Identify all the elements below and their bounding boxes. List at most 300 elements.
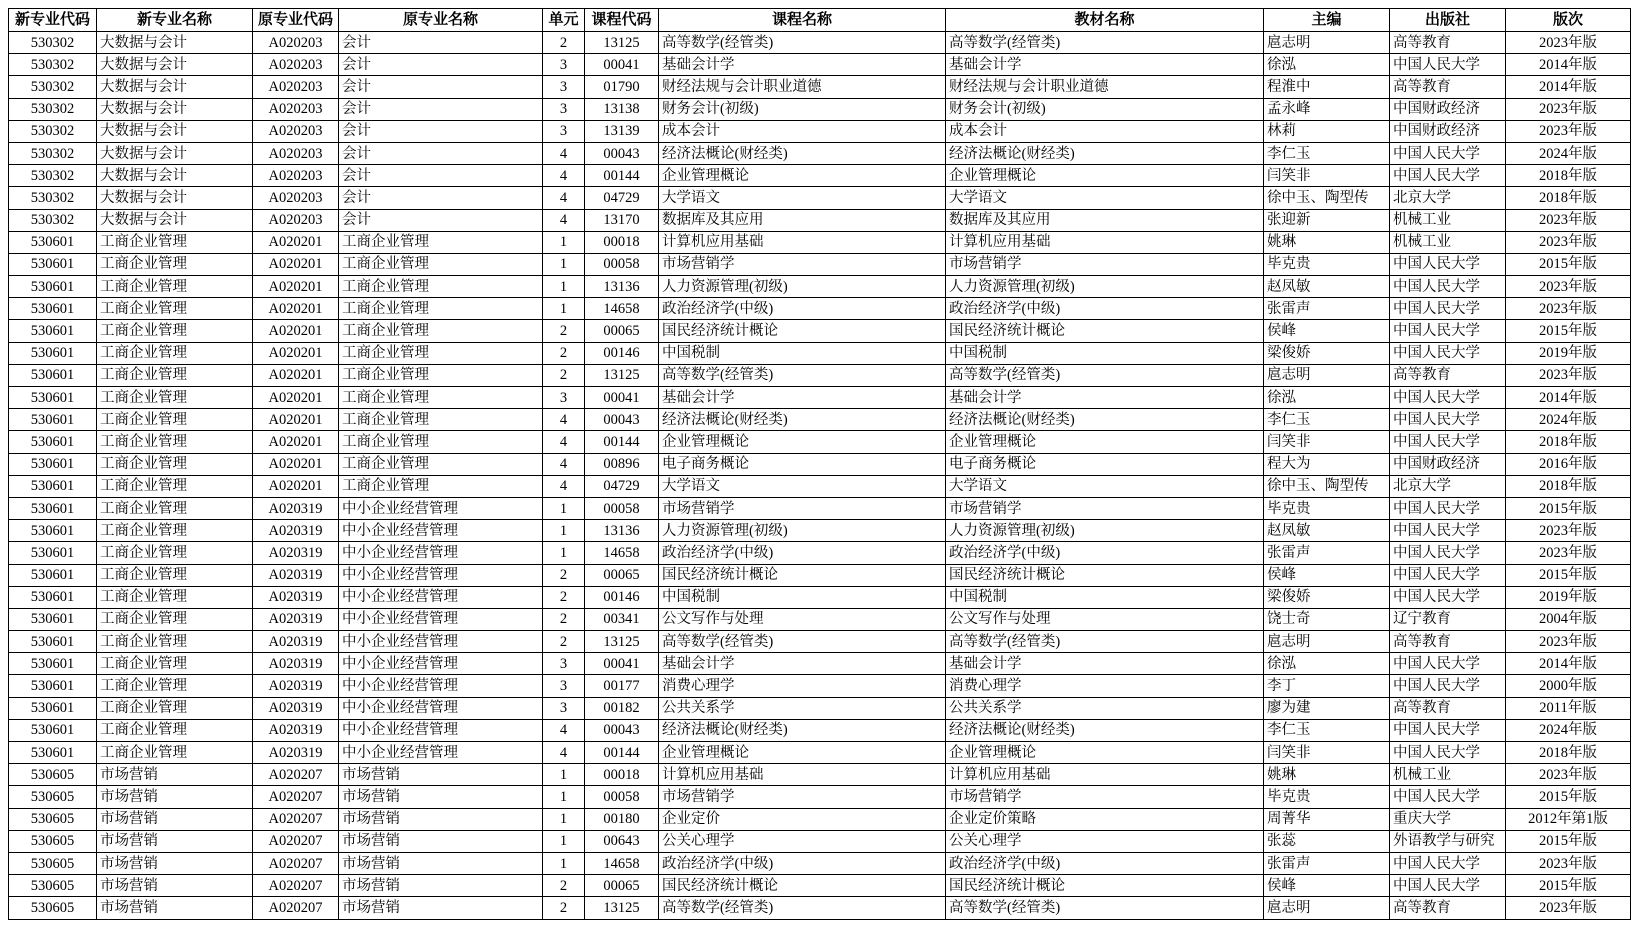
cell-unit: 4 bbox=[543, 719, 585, 741]
cell-editor: 梁俊娇 bbox=[1264, 342, 1390, 364]
cell-publisher: 中国人民大学 bbox=[1390, 542, 1506, 564]
cell-unit: 3 bbox=[543, 120, 585, 142]
cell-unit: 4 bbox=[543, 142, 585, 164]
table-row bbox=[9, 830, 1631, 852]
cell-course-name: 基础会计学 bbox=[659, 387, 946, 409]
header-new-major-code: 新专业代码 bbox=[9, 9, 97, 32]
cell-editor: 毕克贵 bbox=[1264, 497, 1390, 519]
header-publisher: 出版社 bbox=[1390, 9, 1506, 32]
cell-old-major-name: 工商企业管理 bbox=[339, 231, 543, 253]
cell-new-major-code: 530601 bbox=[9, 520, 97, 542]
cell-editor: 廖为建 bbox=[1264, 697, 1390, 719]
cell-publisher: 中国人民大学 bbox=[1390, 520, 1506, 542]
table-row bbox=[9, 342, 1631, 364]
cell-new-major-name: 工商企业管理 bbox=[97, 631, 253, 653]
cell-course-code: 13136 bbox=[585, 276, 659, 298]
cell-new-major-code: 530302 bbox=[9, 120, 97, 142]
cell-course-name: 高等数学(经管类) bbox=[659, 32, 946, 54]
table-row bbox=[9, 364, 1631, 386]
table-row bbox=[9, 276, 1631, 298]
cell-old-major-code: A020319 bbox=[253, 608, 339, 630]
cell-old-major-code: A020207 bbox=[253, 830, 339, 852]
cell-textbook-name: 计算机应用基础 bbox=[946, 764, 1264, 786]
cell-textbook-name: 国民经济统计概论 bbox=[946, 320, 1264, 342]
cell-new-major-code: 530601 bbox=[9, 697, 97, 719]
cell-edition: 2015年版 bbox=[1506, 830, 1631, 852]
cell-old-major-code: A020319 bbox=[253, 742, 339, 764]
cell-course-name: 人力资源管理(初级) bbox=[659, 276, 946, 298]
cell-editor: 徐泓 bbox=[1264, 387, 1390, 409]
cell-new-major-code: 530601 bbox=[9, 542, 97, 564]
cell-unit: 4 bbox=[543, 165, 585, 187]
cell-old-major-name: 市场营销 bbox=[339, 830, 543, 852]
cell-old-major-code: A020201 bbox=[253, 431, 339, 453]
table-row bbox=[9, 808, 1631, 830]
cell-edition: 2015年版 bbox=[1506, 564, 1631, 586]
cell-course-name: 成本会计 bbox=[659, 120, 946, 142]
cell-new-major-name: 工商企业管理 bbox=[97, 520, 253, 542]
cell-course-code: 14658 bbox=[585, 542, 659, 564]
cell-editor: 扈志明 bbox=[1264, 32, 1390, 54]
cell-old-major-code: A020319 bbox=[253, 586, 339, 608]
cell-edition: 2014年版 bbox=[1506, 76, 1631, 98]
cell-textbook-name: 高等数学(经管类) bbox=[946, 364, 1264, 386]
cell-course-code: 00043 bbox=[585, 719, 659, 741]
cell-textbook-name: 计算机应用基础 bbox=[946, 231, 1264, 253]
cell-editor: 侯峰 bbox=[1264, 320, 1390, 342]
table-row bbox=[9, 653, 1631, 675]
cell-course-code: 00144 bbox=[585, 431, 659, 453]
cell-edition: 2014年版 bbox=[1506, 387, 1631, 409]
cell-course-code: 00043 bbox=[585, 142, 659, 164]
cell-unit: 4 bbox=[543, 187, 585, 209]
cell-old-major-code: A020201 bbox=[253, 453, 339, 475]
cell-unit: 1 bbox=[543, 520, 585, 542]
cell-course-name: 企业管理概论 bbox=[659, 742, 946, 764]
table-row bbox=[9, 608, 1631, 630]
cell-course-code: 00058 bbox=[585, 497, 659, 519]
cell-unit: 4 bbox=[543, 409, 585, 431]
cell-old-major-name: 会计 bbox=[339, 209, 543, 231]
cell-old-major-name: 会计 bbox=[339, 98, 543, 120]
cell-course-name: 国民经济统计概论 bbox=[659, 564, 946, 586]
cell-new-major-name: 大数据与会计 bbox=[97, 120, 253, 142]
cell-unit: 1 bbox=[543, 542, 585, 564]
cell-new-major-code: 530302 bbox=[9, 142, 97, 164]
cell-textbook-name: 大学语文 bbox=[946, 475, 1264, 497]
cell-new-major-code: 530601 bbox=[9, 675, 97, 697]
cell-old-major-code: A020203 bbox=[253, 54, 339, 76]
cell-edition: 2004年版 bbox=[1506, 608, 1631, 630]
cell-textbook-name: 市场营销学 bbox=[946, 497, 1264, 519]
cell-new-major-code: 530601 bbox=[9, 320, 97, 342]
cell-edition: 2018年版 bbox=[1506, 165, 1631, 187]
table-row bbox=[9, 142, 1631, 164]
cell-textbook-name: 消费心理学 bbox=[946, 675, 1264, 697]
cell-course-name: 基础会计学 bbox=[659, 653, 946, 675]
cell-course-code: 00146 bbox=[585, 342, 659, 364]
cell-unit: 3 bbox=[543, 387, 585, 409]
cell-publisher: 中国人民大学 bbox=[1390, 742, 1506, 764]
cell-editor: 程大为 bbox=[1264, 453, 1390, 475]
cell-edition: 2023年版 bbox=[1506, 852, 1631, 874]
table-row bbox=[9, 253, 1631, 275]
cell-textbook-name: 成本会计 bbox=[946, 120, 1264, 142]
cell-course-code: 00043 bbox=[585, 409, 659, 431]
cell-textbook-name: 基础会计学 bbox=[946, 54, 1264, 76]
cell-old-major-name: 会计 bbox=[339, 187, 543, 209]
cell-old-major-name: 市场营销 bbox=[339, 897, 543, 919]
cell-editor: 姚琳 bbox=[1264, 231, 1390, 253]
cell-edition: 2014年版 bbox=[1506, 653, 1631, 675]
cell-new-major-code: 530601 bbox=[9, 564, 97, 586]
cell-old-major-code: A020201 bbox=[253, 342, 339, 364]
cell-old-major-name: 市场营销 bbox=[339, 764, 543, 786]
cell-editor: 徐泓 bbox=[1264, 653, 1390, 675]
cell-editor: 闫笑非 bbox=[1264, 742, 1390, 764]
cell-editor: 赵凤敏 bbox=[1264, 520, 1390, 542]
cell-unit: 1 bbox=[543, 276, 585, 298]
cell-new-major-code: 530302 bbox=[9, 165, 97, 187]
textbook-table-sheet bbox=[8, 8, 1630, 920]
cell-course-name: 市场营销学 bbox=[659, 497, 946, 519]
cell-old-major-code: A020207 bbox=[253, 875, 339, 897]
cell-old-major-name: 工商企业管理 bbox=[339, 409, 543, 431]
cell-editor: 张蕊 bbox=[1264, 830, 1390, 852]
header-old-major-name: 原专业名称 bbox=[339, 9, 543, 32]
cell-edition: 2023年版 bbox=[1506, 520, 1631, 542]
cell-publisher: 中国人民大学 bbox=[1390, 342, 1506, 364]
cell-unit: 2 bbox=[543, 364, 585, 386]
cell-edition: 2018年版 bbox=[1506, 475, 1631, 497]
cell-new-major-name: 市场营销 bbox=[97, 808, 253, 830]
cell-edition: 2023年版 bbox=[1506, 209, 1631, 231]
cell-edition: 2023年版 bbox=[1506, 276, 1631, 298]
cell-edition: 2011年版 bbox=[1506, 697, 1631, 719]
cell-new-major-name: 大数据与会计 bbox=[97, 54, 253, 76]
cell-course-code: 00182 bbox=[585, 697, 659, 719]
header-course-name: 课程名称 bbox=[659, 9, 946, 32]
cell-old-major-name: 会计 bbox=[339, 120, 543, 142]
cell-course-name: 消费心理学 bbox=[659, 675, 946, 697]
header-edition: 版次 bbox=[1506, 9, 1631, 32]
table-row bbox=[9, 165, 1631, 187]
cell-new-major-name: 市场营销 bbox=[97, 786, 253, 808]
cell-new-major-code: 530605 bbox=[9, 830, 97, 852]
cell-course-name: 企业管理概论 bbox=[659, 431, 946, 453]
cell-new-major-name: 大数据与会计 bbox=[97, 209, 253, 231]
table-row bbox=[9, 542, 1631, 564]
cell-publisher: 中国人民大学 bbox=[1390, 142, 1506, 164]
cell-new-major-name: 大数据与会计 bbox=[97, 142, 253, 164]
cell-course-code: 14658 bbox=[585, 298, 659, 320]
cell-course-name: 政治经济学(中级) bbox=[659, 298, 946, 320]
cell-textbook-name: 基础会计学 bbox=[946, 653, 1264, 675]
table-row bbox=[9, 697, 1631, 719]
table-row bbox=[9, 32, 1631, 54]
cell-old-major-code: A020203 bbox=[253, 209, 339, 231]
cell-new-major-code: 530601 bbox=[9, 719, 97, 741]
cell-course-name: 数据库及其应用 bbox=[659, 209, 946, 231]
cell-old-major-code: A020319 bbox=[253, 675, 339, 697]
cell-textbook-name: 高等数学(经管类) bbox=[946, 897, 1264, 919]
cell-new-major-code: 530601 bbox=[9, 431, 97, 453]
cell-old-major-code: A020203 bbox=[253, 76, 339, 98]
cell-new-major-code: 530605 bbox=[9, 808, 97, 830]
cell-edition: 2023年版 bbox=[1506, 98, 1631, 120]
cell-course-code: 00058 bbox=[585, 786, 659, 808]
cell-old-major-code: A020207 bbox=[253, 786, 339, 808]
cell-publisher: 重庆大学 bbox=[1390, 808, 1506, 830]
cell-unit: 3 bbox=[543, 76, 585, 98]
cell-old-major-code: A020207 bbox=[253, 808, 339, 830]
cell-old-major-name: 中小企业经营管理 bbox=[339, 675, 543, 697]
cell-publisher: 高等教育 bbox=[1390, 697, 1506, 719]
cell-publisher: 中国人民大学 bbox=[1390, 165, 1506, 187]
cell-publisher: 中国人民大学 bbox=[1390, 653, 1506, 675]
cell-new-major-name: 工商企业管理 bbox=[97, 608, 253, 630]
table-row bbox=[9, 631, 1631, 653]
cell-new-major-name: 工商企业管理 bbox=[97, 231, 253, 253]
cell-publisher: 中国人民大学 bbox=[1390, 719, 1506, 741]
cell-new-major-name: 工商企业管理 bbox=[97, 542, 253, 564]
cell-unit: 1 bbox=[543, 830, 585, 852]
cell-unit: 2 bbox=[543, 342, 585, 364]
cell-edition: 2023年版 bbox=[1506, 32, 1631, 54]
cell-publisher: 北京大学 bbox=[1390, 187, 1506, 209]
cell-unit: 2 bbox=[543, 586, 585, 608]
cell-textbook-name: 数据库及其应用 bbox=[946, 209, 1264, 231]
cell-new-major-code: 530302 bbox=[9, 76, 97, 98]
cell-new-major-code: 530605 bbox=[9, 897, 97, 919]
header-editor: 主编 bbox=[1264, 9, 1390, 32]
cell-textbook-name: 高等数学(经管类) bbox=[946, 631, 1264, 653]
cell-old-major-name: 工商企业管理 bbox=[339, 298, 543, 320]
header-old-major-code: 原专业代码 bbox=[253, 9, 339, 32]
cell-editor: 梁俊娇 bbox=[1264, 586, 1390, 608]
cell-publisher: 机械工业 bbox=[1390, 209, 1506, 231]
cell-old-major-code: A020203 bbox=[253, 187, 339, 209]
cell-course-code: 00341 bbox=[585, 608, 659, 630]
cell-course-code: 00180 bbox=[585, 808, 659, 830]
cell-old-major-name: 工商企业管理 bbox=[339, 276, 543, 298]
cell-course-name: 中国税制 bbox=[659, 342, 946, 364]
cell-textbook-name: 财务会计(初级) bbox=[946, 98, 1264, 120]
cell-new-major-name: 大数据与会计 bbox=[97, 165, 253, 187]
cell-editor: 徐中玉、陶型传 bbox=[1264, 187, 1390, 209]
cell-course-code: 00058 bbox=[585, 253, 659, 275]
cell-unit: 4 bbox=[543, 209, 585, 231]
table-row bbox=[9, 875, 1631, 897]
cell-old-major-name: 会计 bbox=[339, 32, 543, 54]
cell-course-name: 公共关系学 bbox=[659, 697, 946, 719]
cell-course-name: 政治经济学(中级) bbox=[659, 542, 946, 564]
cell-textbook-name: 公关心理学 bbox=[946, 830, 1264, 852]
cell-new-major-name: 工商企业管理 bbox=[97, 719, 253, 741]
cell-course-name: 电子商务概论 bbox=[659, 453, 946, 475]
cell-publisher: 中国人民大学 bbox=[1390, 431, 1506, 453]
cell-textbook-name: 经济法概论(财经类) bbox=[946, 142, 1264, 164]
cell-edition: 2012年第1版 bbox=[1506, 808, 1631, 830]
cell-textbook-name: 电子商务概论 bbox=[946, 453, 1264, 475]
cell-course-code: 00177 bbox=[585, 675, 659, 697]
cell-old-major-name: 工商企业管理 bbox=[339, 453, 543, 475]
cell-course-code: 00146 bbox=[585, 586, 659, 608]
cell-editor: 扈志明 bbox=[1264, 364, 1390, 386]
cell-unit: 1 bbox=[543, 298, 585, 320]
cell-old-major-code: A020203 bbox=[253, 32, 339, 54]
table-row bbox=[9, 520, 1631, 542]
cell-new-major-name: 工商企业管理 bbox=[97, 564, 253, 586]
cell-edition: 2015年版 bbox=[1506, 253, 1631, 275]
table-row bbox=[9, 76, 1631, 98]
cell-edition: 2023年版 bbox=[1506, 542, 1631, 564]
cell-publisher: 中国人民大学 bbox=[1390, 852, 1506, 874]
cell-new-major-code: 530601 bbox=[9, 742, 97, 764]
cell-new-major-name: 大数据与会计 bbox=[97, 76, 253, 98]
cell-unit: 4 bbox=[543, 453, 585, 475]
table-row bbox=[9, 475, 1631, 497]
cell-course-name: 国民经济统计概论 bbox=[659, 875, 946, 897]
cell-old-major-name: 工商企业管理 bbox=[339, 253, 543, 275]
cell-publisher: 机械工业 bbox=[1390, 231, 1506, 253]
cell-editor: 李仁玉 bbox=[1264, 142, 1390, 164]
cell-new-major-name: 工商企业管理 bbox=[97, 586, 253, 608]
cell-new-major-code: 530302 bbox=[9, 54, 97, 76]
cell-unit: 2 bbox=[543, 608, 585, 630]
cell-course-code: 00018 bbox=[585, 764, 659, 786]
cell-course-code: 13125 bbox=[585, 897, 659, 919]
cell-new-major-name: 大数据与会计 bbox=[97, 187, 253, 209]
cell-unit: 2 bbox=[543, 897, 585, 919]
cell-new-major-name: 大数据与会计 bbox=[97, 98, 253, 120]
cell-edition: 2024年版 bbox=[1506, 719, 1631, 741]
cell-edition: 2023年版 bbox=[1506, 120, 1631, 142]
cell-old-major-code: A020319 bbox=[253, 653, 339, 675]
cell-textbook-name: 市场营销学 bbox=[946, 253, 1264, 275]
cell-course-code: 00041 bbox=[585, 653, 659, 675]
cell-old-major-code: A020203 bbox=[253, 98, 339, 120]
cell-textbook-name: 政治经济学(中级) bbox=[946, 852, 1264, 874]
cell-old-major-name: 工商企业管理 bbox=[339, 431, 543, 453]
table-row bbox=[9, 387, 1631, 409]
table-row bbox=[9, 231, 1631, 253]
cell-new-major-code: 530605 bbox=[9, 786, 97, 808]
cell-old-major-code: A020207 bbox=[253, 897, 339, 919]
table-row bbox=[9, 742, 1631, 764]
cell-course-name: 计算机应用基础 bbox=[659, 764, 946, 786]
cell-textbook-name: 政治经济学(中级) bbox=[946, 298, 1264, 320]
cell-old-major-code: A020201 bbox=[253, 320, 339, 342]
cell-old-major-name: 中小企业经营管理 bbox=[339, 697, 543, 719]
cell-new-major-code: 530302 bbox=[9, 187, 97, 209]
cell-unit: 1 bbox=[543, 852, 585, 874]
cell-edition: 2023年版 bbox=[1506, 631, 1631, 653]
cell-course-code: 13125 bbox=[585, 631, 659, 653]
cell-old-major-name: 中小企业经营管理 bbox=[339, 542, 543, 564]
cell-editor: 扈志明 bbox=[1264, 897, 1390, 919]
cell-textbook-name: 中国税制 bbox=[946, 342, 1264, 364]
cell-publisher: 外语教学与研究 bbox=[1390, 830, 1506, 852]
cell-unit: 1 bbox=[543, 764, 585, 786]
cell-new-major-code: 530601 bbox=[9, 586, 97, 608]
cell-course-code: 14658 bbox=[585, 852, 659, 874]
cell-editor: 林莉 bbox=[1264, 120, 1390, 142]
cell-course-name: 政治经济学(中级) bbox=[659, 852, 946, 874]
cell-old-major-name: 工商企业管理 bbox=[339, 364, 543, 386]
cell-edition: 2015年版 bbox=[1506, 875, 1631, 897]
cell-course-name: 经济法概论(财经类) bbox=[659, 719, 946, 741]
cell-publisher: 中国人民大学 bbox=[1390, 497, 1506, 519]
table-row bbox=[9, 564, 1631, 586]
cell-editor: 侯峰 bbox=[1264, 875, 1390, 897]
cell-editor: 徐泓 bbox=[1264, 54, 1390, 76]
cell-textbook-name: 大学语文 bbox=[946, 187, 1264, 209]
cell-textbook-name: 企业定价策略 bbox=[946, 808, 1264, 830]
table-row bbox=[9, 320, 1631, 342]
cell-unit: 2 bbox=[543, 564, 585, 586]
table-row bbox=[9, 187, 1631, 209]
cell-publisher: 中国人民大学 bbox=[1390, 298, 1506, 320]
cell-edition: 2023年版 bbox=[1506, 764, 1631, 786]
cell-edition: 2015年版 bbox=[1506, 786, 1631, 808]
cell-course-code: 00065 bbox=[585, 564, 659, 586]
cell-publisher: 中国财政经济 bbox=[1390, 120, 1506, 142]
cell-editor: 张迎新 bbox=[1264, 209, 1390, 231]
table-row bbox=[9, 897, 1631, 919]
cell-course-name: 公文写作与处理 bbox=[659, 608, 946, 630]
cell-editor: 赵凤敏 bbox=[1264, 276, 1390, 298]
table-row bbox=[9, 54, 1631, 76]
header-new-major-name: 新专业名称 bbox=[97, 9, 253, 32]
table-row bbox=[9, 786, 1631, 808]
cell-edition: 2000年版 bbox=[1506, 675, 1631, 697]
cell-editor: 李仁玉 bbox=[1264, 719, 1390, 741]
cell-unit: 3 bbox=[543, 697, 585, 719]
cell-old-major-code: A020201 bbox=[253, 409, 339, 431]
cell-editor: 张雷声 bbox=[1264, 852, 1390, 874]
cell-edition: 2015年版 bbox=[1506, 320, 1631, 342]
cell-new-major-name: 工商企业管理 bbox=[97, 409, 253, 431]
cell-editor: 闫笑非 bbox=[1264, 165, 1390, 187]
cell-old-major-code: A020203 bbox=[253, 142, 339, 164]
cell-old-major-code: A020319 bbox=[253, 497, 339, 519]
cell-new-major-code: 530601 bbox=[9, 631, 97, 653]
cell-textbook-name: 中国税制 bbox=[946, 586, 1264, 608]
cell-textbook-name: 市场营销学 bbox=[946, 786, 1264, 808]
cell-course-code: 00065 bbox=[585, 875, 659, 897]
cell-unit: 4 bbox=[543, 475, 585, 497]
cell-unit: 3 bbox=[543, 54, 585, 76]
header-unit: 单元 bbox=[543, 9, 585, 32]
cell-course-name: 大学语文 bbox=[659, 475, 946, 497]
cell-new-major-name: 工商企业管理 bbox=[97, 298, 253, 320]
cell-unit: 2 bbox=[543, 875, 585, 897]
cell-old-major-name: 中小企业经营管理 bbox=[339, 608, 543, 630]
cell-editor: 李丁 bbox=[1264, 675, 1390, 697]
cell-new-major-code: 530601 bbox=[9, 475, 97, 497]
cell-new-major-name: 工商企业管理 bbox=[97, 742, 253, 764]
cell-new-major-code: 530601 bbox=[9, 453, 97, 475]
cell-edition: 2016年版 bbox=[1506, 453, 1631, 475]
cell-old-major-code: A020201 bbox=[253, 276, 339, 298]
cell-course-code: 00896 bbox=[585, 453, 659, 475]
cell-unit: 1 bbox=[543, 808, 585, 830]
cell-old-major-name: 会计 bbox=[339, 54, 543, 76]
cell-unit: 3 bbox=[543, 675, 585, 697]
cell-course-name: 高等数学(经管类) bbox=[659, 364, 946, 386]
cell-course-name: 市场营销学 bbox=[659, 786, 946, 808]
